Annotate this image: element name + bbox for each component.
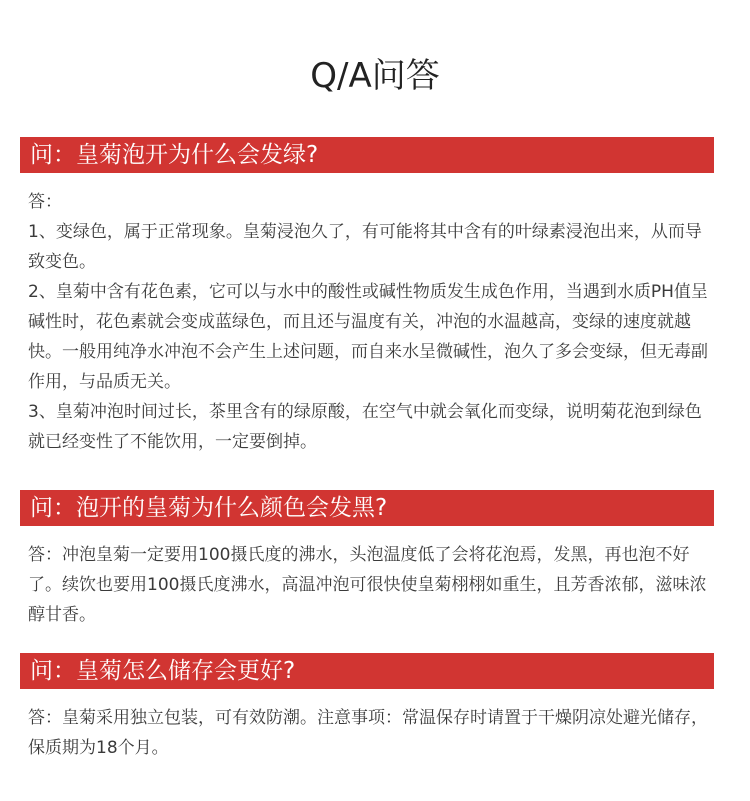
question-header-1: 问：皇菊泡开为什么会发绿?: [20, 137, 714, 173]
question-header-3: 问：皇菊怎么储存会更好?: [20, 653, 714, 689]
answer-line: 2、皇菊中含有花色素，它可以与水中的酸性或碱性物质发生成色作用，当遇到水质PH值呈碱性时，花色素就会变成蓝绿色，而且还与温度有关，冲泡的水温越高，变绿的速度就越快。一般用纯净水冲泡不会产生上述问题，而自来水呈微碱性，泡久了多会变绿，但无毒副作用，与品质无关。: [28, 282, 708, 392]
question-header-2: 问：泡开的皇菊为什么颜色会发黑?: [20, 490, 714, 526]
answer-line: 答：: [28, 192, 62, 212]
answer-line: 3、皇菊冲泡时间过长，茶里含有的绿原酸，在空气中就会氧化而变绿，说明菊花泡到绿色就已经变性了不能饮用，一定要倒掉。: [28, 402, 702, 452]
answer-block-2: [28, 540, 708, 630]
answer-block-3: [28, 703, 708, 763]
answer-line: 答：冲泡皇菊一定要用100摄氏度的沸水，头泡温度低了会将花泡焉，发黑，再也泡不好了。续饮也要用100摄氏度沸水，高温冲泡可很快使皇菊栩栩如重生，且芳香浓郁，滋味浓醇甘香。: [28, 545, 707, 625]
answer-block-1: [28, 187, 708, 457]
page-title: Q/A问答: [310, 56, 440, 96]
answer-line: 1、变绿色，属于正常现象。皇菊浸泡久了，有可能将其中含有的叶绿素浸泡出来，从而导致变色。: [28, 222, 702, 272]
answer-line: 答：皇菊采用独立包装，可有效防潮。注意事项：常温保存时请置于干燥阴凉处避光储存，保质期为18个月。: [28, 708, 708, 758]
